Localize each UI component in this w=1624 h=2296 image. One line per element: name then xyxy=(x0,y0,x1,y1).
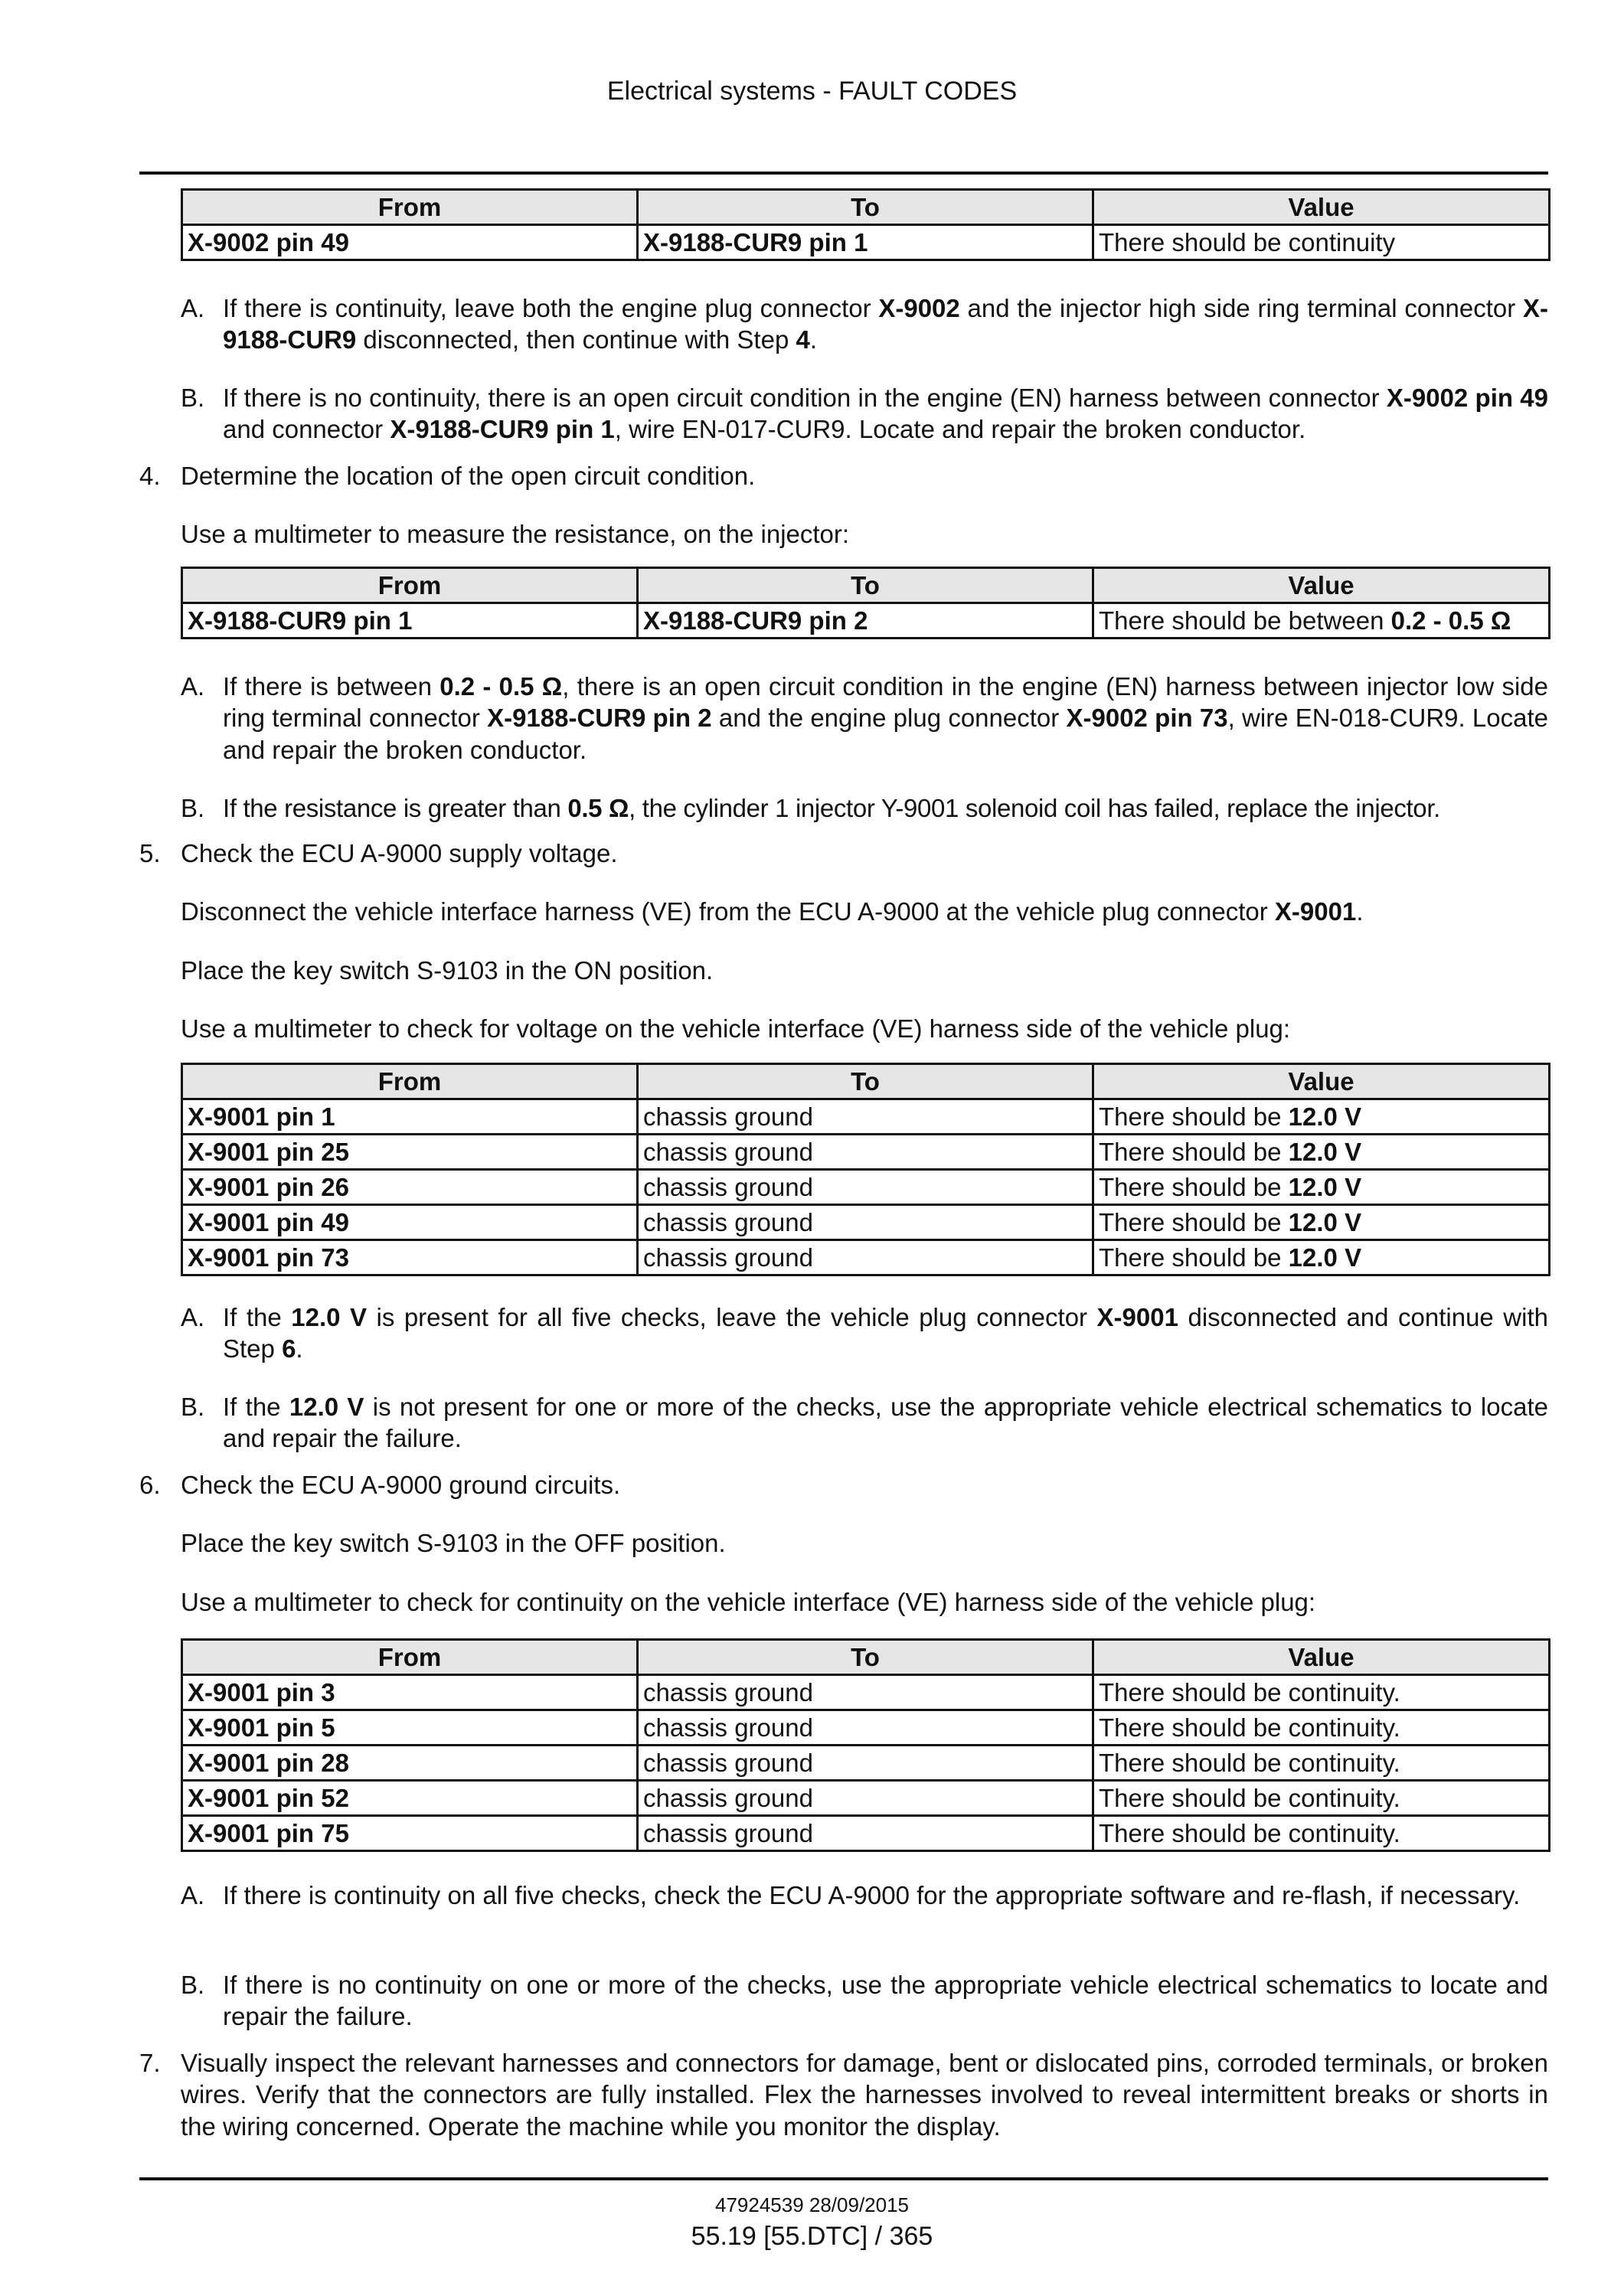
table-row xyxy=(182,1240,1550,1275)
step3-option-b xyxy=(181,382,1548,446)
cell-from: X-9001 pin 52 xyxy=(182,1781,638,1816)
cell-to: X-9188-CUR9 pin 1 xyxy=(638,225,1093,260)
step-text: Check the ECU A-9000 supply voltage. xyxy=(181,839,618,867)
cell-value: There should be 12.0 V xyxy=(1093,1099,1550,1135)
step-number: 7. xyxy=(139,2049,161,2077)
step-number: 5. xyxy=(139,839,161,867)
column-header-from: From xyxy=(182,568,638,603)
option-text: If the 12.0 V is not present for one or more of the checks, use the appropriate vehicle electrical schematics to locate and repair the failure. xyxy=(223,1393,1548,1453)
step6-option-a xyxy=(181,1880,1548,1911)
ground-continuity-table xyxy=(181,1638,1550,1852)
step-7 xyxy=(139,2047,1548,2142)
column-header-from: From xyxy=(182,190,638,225)
step-text: Visually inspect the relevant harnesses and connectors for damage, bent or dislocated pins, corroded terminals, or broken wires. Verify that the connectors are fully installed. Flex the harnesses involved to reveal intermittent breaks or shorts in the wiring concerned. Operate the machine while you monitor the display. xyxy=(181,2049,1548,2141)
cell-value: There should be continuity xyxy=(1093,225,1550,260)
option-text: If there is no continuity on one or more of the checks, use the appropriate vehicle electrical schematics to locate and repair the failure. xyxy=(223,1971,1548,2031)
cell-value: There should be 12.0 V xyxy=(1093,1170,1550,1205)
cell-from: X-9002 pin 49 xyxy=(182,225,638,260)
cell-value: There should be continuity. xyxy=(1093,1675,1550,1710)
step6-paragraph-2: Use a multimeter to check for continuity on the vehicle interface (VE) harness side of the vehicle plug: xyxy=(181,1588,1316,1616)
header-rule xyxy=(139,171,1548,175)
column-header-to: To xyxy=(638,568,1093,603)
cell-value: There should be between 0.2 - 0.5 Ω xyxy=(1093,603,1550,639)
table-row xyxy=(182,1781,1550,1816)
table-header-row xyxy=(182,190,1550,225)
cell-to: chassis ground xyxy=(638,1781,1093,1816)
column-header-from: From xyxy=(182,1064,638,1099)
resistance-table xyxy=(181,567,1550,639)
table-row xyxy=(182,1746,1550,1781)
step5-paragraph-1: Disconnect the vehicle interface harness (VE) from the ECU A-9000 at the vehicle plug connector X-9001. xyxy=(181,897,1364,926)
cell-from: X-9001 pin 3 xyxy=(182,1675,638,1710)
step-number: 6. xyxy=(139,1471,161,1499)
cell-value: There should be 12.0 V xyxy=(1093,1205,1550,1240)
step-text: Determine the location of the open circuit condition. xyxy=(181,462,756,490)
cell-to: chassis ground xyxy=(638,1135,1093,1170)
column-header-to: To xyxy=(638,1640,1093,1675)
column-header-value: Value xyxy=(1093,1064,1550,1099)
column-header-to: To xyxy=(638,1064,1093,1099)
option-label: B. xyxy=(181,1393,205,1421)
option-label: B. xyxy=(181,794,205,822)
cell-from: X-9001 pin 1 xyxy=(182,1099,638,1135)
option-label: A. xyxy=(181,672,205,701)
step6-option-b xyxy=(181,1969,1548,2033)
table-row xyxy=(182,1135,1550,1170)
step5-option-a xyxy=(181,1302,1548,1365)
cell-to: chassis ground xyxy=(638,1170,1093,1205)
step4-option-b xyxy=(181,792,1548,824)
option-text: If the resistance is greater than 0.5 Ω, the cylinder 1 injector Y-9001 solenoid coil has failed, replace the injector. xyxy=(223,794,1440,822)
cell-from: X-9001 pin 49 xyxy=(182,1205,638,1240)
cell-to: chassis ground xyxy=(638,1675,1093,1710)
step5-paragraph-3: Use a multimeter to check for voltage on the vehicle interface (VE) harness side of the vehicle plug: xyxy=(181,1014,1291,1043)
column-header-to: To xyxy=(638,190,1093,225)
option-label: B. xyxy=(181,1971,205,1999)
option-label: B. xyxy=(181,384,205,412)
option-label: A. xyxy=(181,294,205,322)
option-text: If the 12.0 V is present for all five checks, leave the vehicle plug connector X-9001 disconnected and continue with Step 6. xyxy=(223,1303,1548,1364)
cell-to: chassis ground xyxy=(638,1205,1093,1240)
step6-paragraph-1: Place the key switch S-9103 in the OFF position. xyxy=(181,1529,726,1557)
column-header-value: Value xyxy=(1093,190,1550,225)
cell-from: X-9001 pin 25 xyxy=(182,1135,638,1170)
cell-value: There should be continuity. xyxy=(1093,1710,1550,1746)
cell-to: X-9188-CUR9 pin 2 xyxy=(638,603,1093,639)
cell-to: chassis ground xyxy=(638,1240,1093,1275)
step-number: 4. xyxy=(139,462,161,490)
step3-option-a xyxy=(181,292,1548,356)
table-row xyxy=(182,1710,1550,1746)
option-label: A. xyxy=(181,1303,205,1331)
cell-to: chassis ground xyxy=(638,1099,1093,1135)
table-header-row xyxy=(182,568,1550,603)
option-text: If there is continuity on all five checks, check the ECU A-9000 for the appropriate software and re-flash, if necessary. xyxy=(223,1881,1521,1909)
cell-value: There should be continuity. xyxy=(1093,1816,1550,1851)
cell-value: There should be continuity. xyxy=(1093,1746,1550,1781)
cell-from: X-9188-CUR9 pin 1 xyxy=(182,603,638,639)
option-text: If there is no continuity, there is an open circuit condition in the engine (EN) harness between connector X-9002 pin 49 and connector X-9188-CUR9 pin 1, wire EN-017-CUR9. Locate and repair the broken conductor. xyxy=(223,384,1548,444)
table-row xyxy=(182,1675,1550,1710)
cell-value: There should be 12.0 V xyxy=(1093,1135,1550,1170)
step-6 xyxy=(139,1469,1548,1501)
cell-from: X-9001 pin 75 xyxy=(182,1816,638,1851)
step5-paragraph-2: Place the key switch S-9103 in the ON position. xyxy=(181,956,714,985)
step4-instruction: Use a multimeter to measure the resistance, on the injector: xyxy=(181,520,850,548)
step4-option-a xyxy=(181,671,1548,766)
table-row xyxy=(182,225,1550,260)
step-4 xyxy=(139,460,1548,492)
step-5 xyxy=(139,838,1548,869)
table-row xyxy=(182,1816,1550,1851)
footer-rule xyxy=(139,2177,1548,2180)
table-row xyxy=(182,1099,1550,1135)
table-row xyxy=(182,1170,1550,1205)
cell-value: There should be continuity. xyxy=(1093,1781,1550,1816)
table-header-row xyxy=(182,1640,1550,1675)
footer-document-id: 47924539 28/09/2015 xyxy=(714,2193,910,2216)
continuity-table-1 xyxy=(181,188,1550,261)
page-header-title: Electrical systems - FAULT CODES xyxy=(606,77,1018,106)
cell-to: chassis ground xyxy=(638,1816,1093,1851)
column-header-value: Value xyxy=(1093,1640,1550,1675)
option-text: If there is continuity, leave both the engine plug connector X-9002 and the injector high side ring terminal connector X-9188-CUR9 disconnected, then continue with Step 4. xyxy=(223,294,1549,354)
option-label: A. xyxy=(181,1881,205,1909)
column-header-from: From xyxy=(182,1640,638,1675)
cell-from: X-9001 pin 73 xyxy=(182,1240,638,1275)
step-text: Check the ECU A-9000 ground circuits. xyxy=(181,1471,621,1499)
cell-from: X-9001 pin 5 xyxy=(182,1710,638,1746)
column-header-value: Value xyxy=(1093,568,1550,603)
option-text: If there is between 0.2 - 0.5 Ω, there is an open circuit condition in the engine (EN) harness between injector low side ring terminal connector X-9188-CUR9 pin 2 and the engine plug connector X-9002 pin 73, wire EN-018-CUR9. Locate and repair the broken conductor. xyxy=(223,672,1549,764)
table-row xyxy=(182,603,1550,639)
footer-page-number: 55.19 [55.DTC] / 365 xyxy=(691,2222,933,2251)
voltage-table xyxy=(181,1063,1550,1276)
step5-option-b xyxy=(181,1391,1548,1455)
cell-from: X-9001 pin 28 xyxy=(182,1746,638,1781)
cell-to: chassis ground xyxy=(638,1710,1093,1746)
cell-from: X-9001 pin 26 xyxy=(182,1170,638,1205)
table-header-row xyxy=(182,1064,1550,1099)
table-row xyxy=(182,1205,1550,1240)
cell-value: There should be 12.0 V xyxy=(1093,1240,1550,1275)
cell-to: chassis ground xyxy=(638,1746,1093,1781)
